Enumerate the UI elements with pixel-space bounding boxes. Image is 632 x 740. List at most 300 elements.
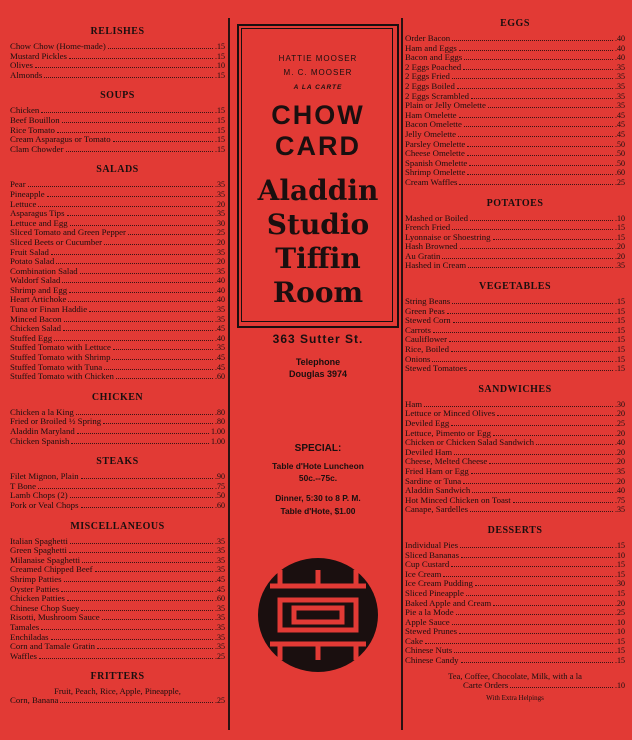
dot-leader — [513, 502, 613, 503]
dot-leader — [39, 658, 213, 659]
item-price: .20 — [615, 409, 625, 419]
item-price: .35 — [215, 247, 225, 257]
dot-leader — [51, 254, 213, 255]
item-price: .35 — [215, 314, 225, 324]
item-name: Apple Sauce — [405, 616, 450, 627]
dot-leader — [432, 361, 613, 362]
desserts-item — [405, 627, 625, 637]
item-price: .35 — [615, 505, 625, 515]
item-name: Lettuce — [10, 198, 37, 209]
dot-leader — [69, 552, 213, 553]
item-name: French Fried — [405, 222, 451, 233]
dot-leader — [113, 141, 213, 142]
dot-leader — [456, 614, 613, 615]
item-price: .35 — [215, 565, 225, 575]
dot-leader — [51, 639, 213, 640]
item-name: Ice Cream — [405, 568, 442, 579]
item-price: .50 — [615, 158, 625, 168]
item-price: .45 — [215, 584, 225, 594]
item-name: Ham Omelette — [405, 109, 457, 120]
item-price: .15 — [615, 297, 625, 307]
item-price: .35 — [215, 546, 225, 556]
item-name: Mustard Pickles — [10, 50, 67, 61]
item-price: .15 — [215, 42, 225, 51]
item-price: .35 — [615, 101, 625, 111]
telephone-number: Douglas 3974 — [288, 369, 348, 379]
item-price: .10 — [615, 627, 625, 637]
dot-leader — [452, 229, 613, 230]
dot-leader — [81, 610, 213, 611]
item-price: 1.00 — [211, 436, 225, 446]
dot-leader — [104, 369, 213, 370]
chicken-item — [10, 437, 225, 447]
item-name: Bacon and Eggs — [405, 52, 463, 63]
item-name: Cheese Omelette — [405, 148, 465, 159]
item-price: .10 — [615, 213, 625, 223]
item-price: .15 — [615, 656, 625, 666]
item-price: .80 — [215, 417, 225, 427]
item-name: Sliced Bananas — [405, 549, 459, 560]
item-price: .10 — [615, 680, 625, 690]
item-name: Filet Mignon, Plain — [10, 471, 79, 482]
dot-leader — [454, 454, 613, 455]
item-price: 1.00 — [211, 427, 225, 436]
item-name: Shrimp Patties — [10, 573, 62, 584]
dot-leader — [64, 321, 213, 322]
item-name: Carte Orders — [463, 679, 509, 690]
dot-leader — [95, 571, 213, 572]
item-price: .45 — [615, 110, 625, 120]
miscellaneous-item — [10, 613, 225, 623]
a-la-carte-label: A LA CARTE — [293, 84, 343, 91]
miscellaneous-item — [10, 642, 225, 652]
item-price: .15 — [615, 569, 625, 579]
item-price: .35 — [215, 536, 225, 546]
item-price: .35 — [615, 72, 625, 82]
item-name: Milanaise Spaghetti — [10, 554, 81, 565]
dot-leader — [471, 98, 613, 99]
item-name: Fried or Broiled ½ Spring — [10, 416, 102, 427]
dot-leader — [467, 155, 613, 156]
item-name: Baked Apple and Cream — [405, 597, 492, 608]
item-price: .40 — [215, 276, 225, 286]
item-price: .40 — [215, 285, 225, 295]
dinner-price: Table d'Hote, $1.00 — [280, 506, 356, 516]
item-name: Corn and Tamale Gratin — [10, 641, 95, 652]
dot-leader — [452, 303, 613, 304]
item-price: .20 — [615, 242, 625, 252]
item-name: Lettuce, Pimento or Egg — [405, 427, 491, 438]
restaurant-name-line-3: Tiffin — [275, 242, 361, 275]
item-name: Jelly Omelette — [405, 128, 457, 139]
salads-item — [10, 190, 225, 200]
dot-leader — [80, 273, 213, 274]
dot-leader — [443, 576, 613, 577]
dot-leader — [470, 511, 613, 512]
item-price: .15 — [615, 335, 625, 345]
item-name: Individual Pies — [405, 539, 459, 550]
item-name: Cheese, Melted Cheese — [405, 456, 488, 467]
item-price: .35 — [215, 189, 225, 199]
item-name: Pineapple — [10, 188, 45, 199]
item-name: Hash Browned — [405, 241, 458, 252]
item-price: .25 — [215, 696, 225, 706]
item-price: .40 — [615, 53, 625, 63]
dot-leader — [467, 174, 613, 175]
dot-leader — [44, 77, 213, 78]
owner-name-2: M. C. MOOSER — [283, 68, 353, 77]
item-name: Chinese Nuts — [405, 645, 453, 656]
section-miscellaneous — [10, 521, 225, 662]
item-name: Sardine or Tuna — [405, 475, 462, 486]
section-fritters — [10, 671, 225, 706]
section-desserts — [405, 525, 625, 702]
item-name: Canape, Sardelles — [405, 504, 469, 515]
item-price: .50 — [615, 139, 625, 149]
restaurant-name-line-2: Studio — [266, 208, 370, 241]
section-heading: DESSERTS — [487, 524, 543, 536]
dot-leader — [475, 585, 613, 586]
item-price: .25 — [615, 177, 625, 187]
dot-leader — [459, 50, 613, 51]
section-heading: MISCELLANEOUS — [70, 520, 165, 532]
item-name: Ham and Eggs — [405, 42, 457, 53]
dot-leader — [460, 547, 613, 548]
dot-leader — [81, 478, 213, 479]
dot-leader — [69, 58, 213, 59]
item-name: Tamales — [10, 621, 40, 632]
item-price: .75 — [215, 481, 225, 491]
item-name: Lyonnaise or Shoestring — [405, 231, 491, 242]
item-name: Oyster Patties — [10, 583, 60, 594]
vegetables-item — [405, 345, 625, 355]
dot-leader — [449, 341, 613, 342]
item-price: .15 — [215, 106, 225, 116]
dot-leader — [451, 351, 613, 352]
item-name: Waldorf Salad — [10, 275, 61, 286]
dot-leader — [447, 313, 613, 314]
dot-leader — [470, 220, 613, 221]
item-price: .40 — [215, 333, 225, 343]
item-name: Spanish Omelette — [405, 157, 468, 168]
item-price: .15 — [615, 345, 625, 355]
item-name: Cream Waffles — [405, 176, 458, 187]
dot-leader — [463, 69, 613, 70]
restaurant-name-line-4: Room — [272, 276, 364, 309]
section-heading: FRITTERS — [90, 671, 145, 683]
item-name: Cauliflower — [405, 334, 448, 345]
item-name: Parsley Omelette — [405, 138, 466, 149]
item-price: .35 — [215, 209, 225, 219]
dot-leader — [71, 443, 209, 444]
section-sandwiches — [405, 384, 625, 515]
left-column-rule — [228, 18, 230, 730]
dot-leader — [493, 435, 613, 436]
right-column-rule — [401, 18, 403, 730]
dot-leader — [89, 311, 213, 312]
item-name: T Bone — [10, 480, 36, 491]
item-price: .15 — [215, 125, 225, 135]
dot-leader — [103, 423, 213, 424]
dot-leader — [497, 415, 613, 416]
item-name: 2 Eggs Scrambled — [405, 90, 470, 101]
item-price: .15 — [615, 636, 625, 646]
dot-leader — [63, 330, 213, 331]
dot-leader — [38, 488, 213, 489]
item-name: Creamed Chipped Beef — [10, 564, 93, 575]
dot-leader — [77, 433, 209, 434]
steaks-item — [10, 501, 225, 511]
item-name: Pork or Veal Chops — [10, 499, 79, 510]
dot-leader — [451, 566, 613, 567]
section-relishes — [10, 26, 225, 80]
sandwiches-item — [405, 505, 625, 515]
dot-leader — [458, 136, 613, 137]
dot-leader — [35, 67, 213, 68]
item-price: .35 — [215, 603, 225, 613]
item-name: Lettuce and Egg — [10, 217, 68, 228]
item-price: .90 — [215, 472, 225, 482]
item-name: Heart Artichoke — [10, 294, 67, 305]
fritters-note: Fruit, Peach, Rice, Apple, Pineapple, — [54, 686, 181, 697]
item-price: .35 — [215, 642, 225, 652]
item-price: .40 — [615, 43, 625, 53]
item-price: .20 — [615, 457, 625, 467]
dot-leader — [112, 359, 213, 360]
telephone-label: Telephone — [295, 357, 341, 367]
item-name: Fruit Salad — [10, 246, 49, 257]
item-price: .45 — [215, 574, 225, 584]
dot-leader — [28, 186, 213, 187]
item-name: Stuffed Tomato with Lettuce — [10, 342, 111, 353]
item-price: .15 — [615, 325, 625, 335]
beverage-item — [405, 681, 625, 691]
dot-leader — [452, 78, 613, 79]
section-heading: VEGETABLES — [478, 281, 552, 293]
item-name: Deviled Ham — [405, 446, 453, 457]
section-chicken — [10, 392, 225, 446]
desserts-item — [405, 656, 625, 666]
item-name: Order Bacon — [405, 33, 451, 43]
item-price: .30 — [615, 399, 625, 409]
item-price: .20 — [615, 598, 625, 608]
dot-leader — [424, 406, 613, 407]
dot-leader — [464, 59, 613, 60]
item-price: .80 — [215, 407, 225, 417]
item-name: Combination Salad — [10, 265, 78, 276]
item-price: .40 — [215, 295, 225, 305]
item-name: Olives — [10, 60, 33, 71]
item-name: Waffles — [10, 650, 37, 661]
item-name: Chicken Spanish — [10, 435, 70, 446]
section-eggs — [405, 18, 625, 188]
dot-leader — [128, 234, 213, 235]
item-name: Cup Custard — [405, 559, 450, 570]
item-name: Hot Minced Chicken on Toast — [405, 494, 511, 505]
item-name: 2 Eggs Poached — [405, 61, 462, 72]
item-price: .35 — [615, 466, 625, 476]
dot-leader — [70, 225, 213, 226]
dot-leader — [459, 117, 613, 118]
item-name: Pie a la Mode — [405, 607, 454, 618]
section-heading: EGGS — [500, 18, 530, 29]
dot-leader — [466, 595, 613, 596]
dot-leader — [488, 107, 613, 108]
item-name: Minced Bacon — [10, 313, 62, 324]
dot-leader — [442, 258, 613, 259]
card-heading: CARD — [275, 131, 361, 161]
item-name: Potato Salad — [10, 256, 55, 267]
item-price: .15 — [615, 232, 625, 242]
fritters-item — [10, 696, 225, 706]
dot-leader — [461, 662, 613, 663]
item-price: .35 — [215, 266, 225, 276]
item-price: .15 — [215, 51, 225, 61]
dot-leader — [464, 126, 613, 127]
item-price: .20 — [215, 199, 225, 209]
dot-leader — [459, 184, 613, 185]
dot-leader — [453, 322, 613, 323]
item-name: Chicken Salad — [10, 323, 62, 334]
section-heading: SALADS — [96, 164, 139, 176]
item-name: Deviled Egg — [405, 418, 450, 428]
dot-leader — [104, 244, 213, 245]
item-price: .15 — [615, 540, 625, 550]
dot-leader — [454, 652, 613, 653]
item-name: Ice Cream Pudding — [405, 578, 473, 589]
dot-leader — [463, 483, 613, 484]
item-price: .35 — [215, 343, 225, 353]
potatoes-item — [405, 261, 625, 271]
item-price: .25 — [615, 608, 625, 618]
dot-leader — [60, 702, 213, 703]
item-name: Italian Spaghetti — [10, 535, 68, 546]
item-price: .20 — [615, 251, 625, 261]
item-price: .15 — [615, 364, 625, 374]
item-price: .40 — [615, 34, 625, 43]
item-price: .15 — [615, 316, 625, 326]
dot-leader — [62, 122, 213, 123]
item-name: Chicken a la King — [10, 406, 74, 417]
item-price: .35 — [215, 613, 225, 623]
item-name: String Beans — [405, 296, 451, 307]
right-menu-column — [405, 18, 625, 712]
dot-leader — [471, 473, 613, 474]
section-steaks — [10, 456, 225, 510]
dot-leader — [66, 151, 213, 152]
section-heading: RELISHES — [90, 26, 145, 37]
item-price: .20 — [615, 476, 625, 486]
dot-leader — [82, 562, 213, 563]
item-price: .15 — [215, 144, 225, 154]
dot-leader — [64, 581, 213, 582]
dot-leader — [56, 263, 213, 264]
dot-leader — [536, 444, 613, 445]
item-name: Bacon Omelette — [405, 119, 462, 130]
item-price: .45 — [615, 129, 625, 139]
item-price: .60 — [615, 168, 625, 178]
soups-item — [10, 145, 225, 155]
item-price: .45 — [215, 324, 225, 334]
dot-leader — [41, 629, 213, 630]
dot-leader — [41, 112, 213, 113]
item-price: .10 — [615, 550, 625, 560]
section-vegetables — [405, 281, 625, 374]
item-price: .35 — [615, 261, 625, 271]
dot-leader — [468, 267, 613, 268]
item-name: Enchiladas — [10, 631, 49, 642]
item-price: .15 — [215, 115, 225, 125]
dot-leader — [70, 543, 213, 544]
item-name: Stuffed Tomato with Tuna — [10, 361, 103, 372]
item-name: Green Spaghetti — [10, 545, 67, 556]
dot-leader — [113, 349, 213, 350]
left-menu-column — [10, 26, 225, 716]
item-name: Stuffed Tomato with Shrimp — [10, 352, 111, 363]
dot-leader — [47, 196, 213, 197]
item-name: 2 Eggs Boiled — [405, 80, 455, 91]
dot-leader — [116, 378, 213, 379]
item-name: Pear — [10, 179, 26, 190]
item-price: .35 — [615, 81, 625, 91]
item-price: .20 — [615, 447, 625, 457]
dot-leader — [70, 497, 213, 498]
dot-leader — [97, 648, 213, 649]
chow-heading: CHOW — [271, 100, 365, 130]
item-name: Corn, Banana — [10, 695, 59, 706]
item-price: .15 — [615, 588, 625, 598]
section-heading: CHICKEN — [91, 391, 144, 403]
dot-leader — [493, 239, 613, 240]
dot-leader — [460, 248, 613, 249]
item-price: .75 — [615, 495, 625, 505]
item-price: .45 — [615, 120, 625, 130]
beverage-note: Tea, Coffee, Chocolate, Milk, with a la — [448, 670, 582, 681]
section-salads — [10, 164, 225, 381]
item-name: Green Peas — [405, 305, 445, 316]
dot-leader — [469, 165, 613, 166]
dot-leader — [108, 48, 213, 49]
item-name: Sliced Beets or Cucumber — [10, 236, 103, 247]
section-heading: SANDWICHES — [478, 383, 552, 395]
item-name: Beef Bouillon — [10, 114, 60, 125]
restaurant-name-line-1: Aladdin — [257, 174, 379, 207]
item-price: .20 — [215, 257, 225, 267]
item-price: .50 — [615, 149, 625, 159]
item-name: Plain or Jelly Omelette — [405, 100, 486, 111]
item-price: .35 — [615, 91, 625, 101]
item-price: .60 — [215, 594, 225, 604]
item-name: Asparagus Tips — [10, 208, 65, 219]
dot-leader — [67, 600, 213, 601]
relishes-item — [10, 52, 225, 62]
item-price: .15 — [615, 354, 625, 364]
dot-leader — [69, 292, 213, 293]
dot-leader — [469, 370, 613, 371]
item-price: .30 — [215, 218, 225, 228]
section-soups — [10, 90, 225, 154]
item-price: .10 — [615, 617, 625, 627]
vegetables-item — [405, 364, 625, 374]
item-name: Chicken or Chicken Salad Sandwich — [405, 437, 534, 448]
miscellaneous-item — [10, 652, 225, 662]
dot-leader — [457, 88, 613, 89]
dot-leader — [433, 332, 613, 333]
item-name: Almonds — [10, 69, 43, 80]
dot-leader — [425, 643, 613, 644]
item-name: Shrimp and Egg — [10, 284, 68, 295]
special-heading: SPECIAL: — [294, 443, 342, 454]
